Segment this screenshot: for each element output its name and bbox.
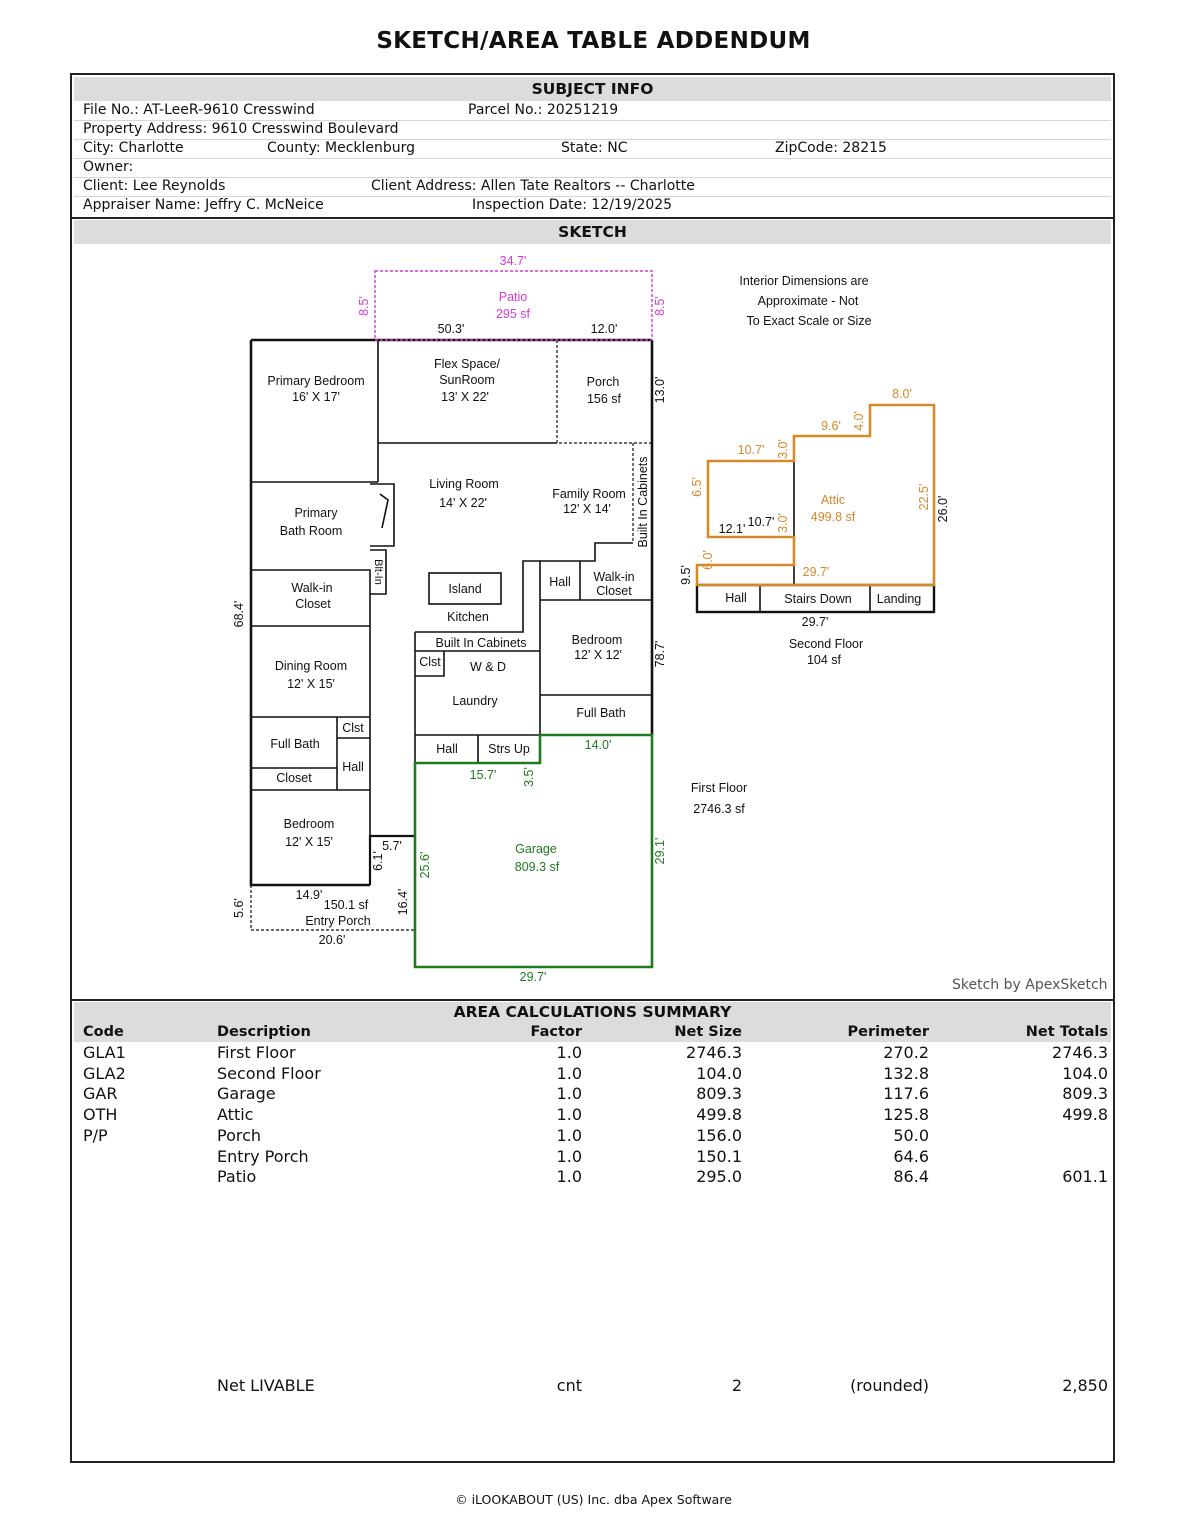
entry-porch-w1: 14.9': [295, 888, 323, 902]
built-in-cabinets-vertical: Built In Cabinets: [636, 456, 650, 548]
cell-perimeter: 132.8: [883, 1063, 929, 1083]
attic-d13: 26.0': [936, 495, 950, 523]
attic-d5: 3.0': [776, 439, 790, 459]
cell-net-size: 156.0: [696, 1125, 742, 1145]
cell-perimeter: 117.6: [883, 1084, 929, 1104]
cell-perimeter: 270.2: [883, 1043, 929, 1062]
bedroom-right-size: 12' X 12': [574, 648, 622, 662]
attic-d9: 3.0': [776, 513, 790, 533]
table-row: [74, 1146, 1111, 1167]
table-row: [74, 1125, 1111, 1146]
cell-perimeter: 50.0: [893, 1125, 929, 1145]
cell-net-size: 295.0: [696, 1167, 742, 1187]
garage-step-width: 15.7': [469, 768, 497, 782]
dining-room-name: Dining Room: [274, 659, 348, 673]
attic-d7: 12.1': [718, 522, 746, 536]
full-bath-right-label: Full Bath: [576, 706, 626, 720]
net-livable-total: 2,850: [1062, 1376, 1108, 1395]
first-floor-area: 2746.3 sf: [693, 802, 745, 816]
dim-left-main: 68.4': [232, 600, 246, 628]
hall-2-label: Hall: [725, 591, 747, 605]
hall-right-label: Hall: [549, 575, 571, 589]
cell-code: GAR: [83, 1084, 118, 1104]
garage-bottom: 29.7': [519, 970, 547, 984]
net-livable-label: Net LIVABLE: [217, 1376, 315, 1395]
cell-factor: 1.0: [556, 1084, 582, 1104]
cell-code: OTH: [83, 1105, 118, 1125]
city: City: Charlotte: [83, 140, 184, 156]
county: County: Mecklenburg: [267, 140, 416, 156]
attic-d3: 4.0': [852, 411, 866, 431]
closet-label: Closet: [276, 771, 312, 785]
cell-description: Garage: [217, 1084, 276, 1104]
island-label: Island: [448, 582, 482, 596]
footer-copyright: © iLOOKABOUT (US) Inc. dba Apex Software: [455, 1492, 732, 1507]
family-room-name: Family Room: [552, 487, 626, 501]
page-title: SKETCH/AREA TABLE ADDENDUM: [376, 28, 811, 54]
strs-up-label: Strs Up: [488, 742, 530, 756]
zipcode: ZipCode: 28215: [775, 140, 887, 156]
primary-bath-name: Primary: [294, 506, 338, 520]
entry-porch-h3: 6.1': [371, 851, 385, 871]
cell-net-total: 809.3: [1062, 1084, 1108, 1104]
cell-description: Entry Porch: [217, 1146, 309, 1166]
attic-d8: 10.7': [747, 515, 775, 529]
net-livable-row: [74, 1375, 1111, 1396]
cell-perimeter: 125.8: [883, 1105, 929, 1125]
entry-porch-h2: 16.4': [396, 888, 410, 916]
col-net-totals: Net Totals: [1025, 1024, 1108, 1040]
col-perimeter: Perimeter: [847, 1024, 929, 1040]
living-room-size: 14' X 22': [439, 496, 487, 510]
entry-porch-h1: 5.6': [232, 898, 246, 918]
cell-factor: 1.0: [556, 1043, 582, 1062]
primary-bath-name2: Bath Room: [279, 524, 343, 538]
second-floor-width: 29.7': [801, 615, 829, 629]
cell-net-size: 499.8: [696, 1105, 742, 1125]
second-floor-label: Second Floor: [788, 637, 864, 651]
hall-bottom-label: Hall: [436, 742, 458, 756]
attic-d12: 22.5': [917, 483, 931, 511]
patio-depth-right: 8.5': [653, 296, 667, 316]
kitchen-label: Kitchen: [447, 610, 489, 624]
patio-label: Patio: [498, 290, 528, 304]
porch-depth: 13.0': [653, 376, 667, 404]
net-livable-cnt: cnt: [556, 1376, 582, 1395]
sketch-note-1: Interior Dimensions are: [739, 274, 869, 288]
attic-d10: 6.0': [701, 550, 715, 570]
primary-bedroom-size: 16' X 17': [292, 390, 340, 404]
blt-in-label: Blt-In: [372, 559, 384, 585]
sketch-heading: SKETCH: [74, 220, 1111, 244]
cell-factor: 1.0: [556, 1125, 582, 1145]
attic-d4: 10.7': [737, 443, 765, 457]
dining-room-size: 12' X 15': [287, 677, 335, 691]
cell-net-size: 2746.3: [686, 1043, 742, 1062]
col-description: Description: [217, 1024, 311, 1040]
flex-space-name2: SunRoom: [439, 373, 495, 387]
table-row: [74, 1104, 1111, 1125]
sketch-labels: [232, 254, 950, 984]
client-address: Client Address: Allen Tate Realtors -- Charlotte: [371, 178, 695, 194]
flex-space-size: 13' X 22': [441, 390, 489, 404]
cell-net-size: 809.3: [696, 1084, 742, 1104]
porch-width: 12.0': [590, 322, 618, 336]
cell-net-total: 2746.3: [1052, 1043, 1108, 1062]
garage-step-height: 3.5': [522, 767, 536, 787]
table-row: [74, 1042, 1111, 1063]
table-row: [74, 1166, 1111, 1187]
entry-porch-w2: 20.6': [318, 933, 346, 947]
garage-right: 29.1': [653, 837, 667, 865]
subject-info-heading: SUBJECT INFO: [74, 77, 1111, 101]
first-floor-label: First Floor: [690, 781, 748, 795]
patio-area: 295 sf: [495, 307, 531, 321]
garage-left: 25.6': [418, 851, 432, 879]
table-row: [74, 1063, 1111, 1084]
patio-depth-left: 8.5': [357, 296, 371, 316]
sketch-note-3: To Exact Scale or Size: [746, 314, 872, 328]
cell-net-total: 104.0: [1062, 1063, 1108, 1083]
attic-d2: 9.6': [821, 419, 841, 433]
parcel-no: Parcel No.: 20251219: [468, 102, 619, 118]
second-floor-area: 104 sf: [806, 653, 842, 667]
inspection-date: Inspection Date: 12/19/2025: [472, 197, 673, 213]
attic-d6: 6.5': [690, 477, 704, 497]
cell-net-size: 104.0: [696, 1063, 742, 1083]
cell-factor: 1.0: [556, 1167, 582, 1187]
area-calc-columns: [74, 1022, 1111, 1042]
full-bath-left-label: Full Bath: [270, 737, 320, 751]
table-row: [74, 1083, 1111, 1104]
dim-right-main: 78.7': [653, 640, 667, 668]
attic-label: Attic: [820, 493, 846, 507]
client: Client: Lee Reynolds: [83, 178, 226, 194]
garage-area: 809.3 sf: [514, 860, 560, 874]
porch-label: Porch: [586, 375, 620, 389]
cell-factor: 1.0: [556, 1146, 582, 1166]
living-room-name: Living Room: [429, 477, 499, 491]
porch-area: 156 sf: [586, 392, 622, 406]
garage-top: 14.0': [584, 738, 612, 752]
walk-in-closet-right-2: Closet: [596, 584, 632, 598]
owner: Owner:: [83, 159, 134, 175]
entry-porch-area: 150.1 sf: [323, 898, 369, 912]
clst-left-label: Clst: [419, 655, 441, 669]
col-net-size: Net Size: [674, 1024, 742, 1040]
net-livable-count: 2: [731, 1376, 742, 1395]
cell-description: Porch: [217, 1125, 262, 1145]
attic-d1: 8.0': [892, 387, 912, 401]
sketch-note-2: Approximate - Not: [757, 294, 859, 308]
col-factor: Factor: [530, 1024, 582, 1040]
cell-perimeter: 64.6: [893, 1146, 929, 1166]
family-room-size: 12' X 14': [563, 502, 611, 516]
cell-code: GLA2: [83, 1063, 126, 1083]
property-address: Property Address: 9610 Cresswind Boulevard: [83, 121, 399, 137]
cell-factor: 1.0: [556, 1105, 582, 1125]
clst-small-label: Clst: [342, 721, 364, 735]
second-floor-left: 9.5': [679, 565, 693, 585]
cell-code: GLA1: [83, 1043, 126, 1062]
built-in-cabinets-horizontal: Built In Cabinets: [435, 636, 527, 650]
net-livable-rounded: (rounded): [850, 1376, 929, 1395]
wd-label: W & D: [469, 660, 507, 674]
bedroom-left-name: Bedroom: [283, 817, 335, 831]
walk-in-closet-left-2: Closet: [295, 597, 331, 611]
col-code: Code: [83, 1024, 124, 1040]
garage-label: Garage: [515, 842, 557, 856]
attic-area: 499.8 sf: [810, 510, 856, 524]
cell-description: Second Floor: [217, 1063, 321, 1083]
attic-outline: [697, 405, 934, 585]
cell-factor: 1.0: [556, 1063, 582, 1083]
dim-top-main: 50.3': [437, 322, 465, 336]
entry-porch-label: Entry Porch: [305, 914, 371, 928]
primary-bedroom-name: Primary Bedroom: [267, 374, 365, 388]
flex-space-name: Flex Space/: [433, 357, 501, 371]
cell-net-total: 499.8: [1062, 1105, 1108, 1125]
patio-width: 34.7': [499, 254, 527, 268]
hall-small-label: Hall: [342, 760, 364, 774]
appraiser-name: Appraiser Name: Jeffry C. McNeice: [83, 197, 324, 213]
cell-net-size: 150.1: [696, 1146, 742, 1166]
walk-in-closet-right-1: Walk-in: [593, 570, 635, 584]
cell-perimeter: 86.4: [893, 1167, 929, 1187]
state: State: NC: [561, 140, 628, 156]
sketch-credit: Sketch by ApexSketch: [952, 977, 1108, 993]
landing-label: Landing: [876, 592, 922, 606]
stairs-down-label: Stairs Down: [784, 592, 852, 606]
bedroom-left-size: 12' X 15': [285, 835, 333, 849]
entry-porch-h4: 5.7': [382, 839, 402, 853]
walk-in-closet-left-1: Walk-in: [291, 581, 333, 595]
attic-d11: 29.7': [802, 565, 830, 579]
cell-net-total: 601.1: [1062, 1167, 1108, 1187]
laundry-label: Laundry: [452, 694, 498, 708]
cell-description: First Floor: [217, 1043, 296, 1062]
cell-description: Patio: [217, 1167, 257, 1187]
area-calc-heading: AREA CALCULATIONS SUMMARY: [74, 1002, 1111, 1022]
cell-code: P/P: [83, 1125, 108, 1145]
bedroom-right-name: Bedroom: [571, 633, 623, 647]
cell-description: Attic: [217, 1105, 254, 1125]
file-no: File No.: AT-LeeR-9610 Cresswind: [83, 102, 315, 118]
